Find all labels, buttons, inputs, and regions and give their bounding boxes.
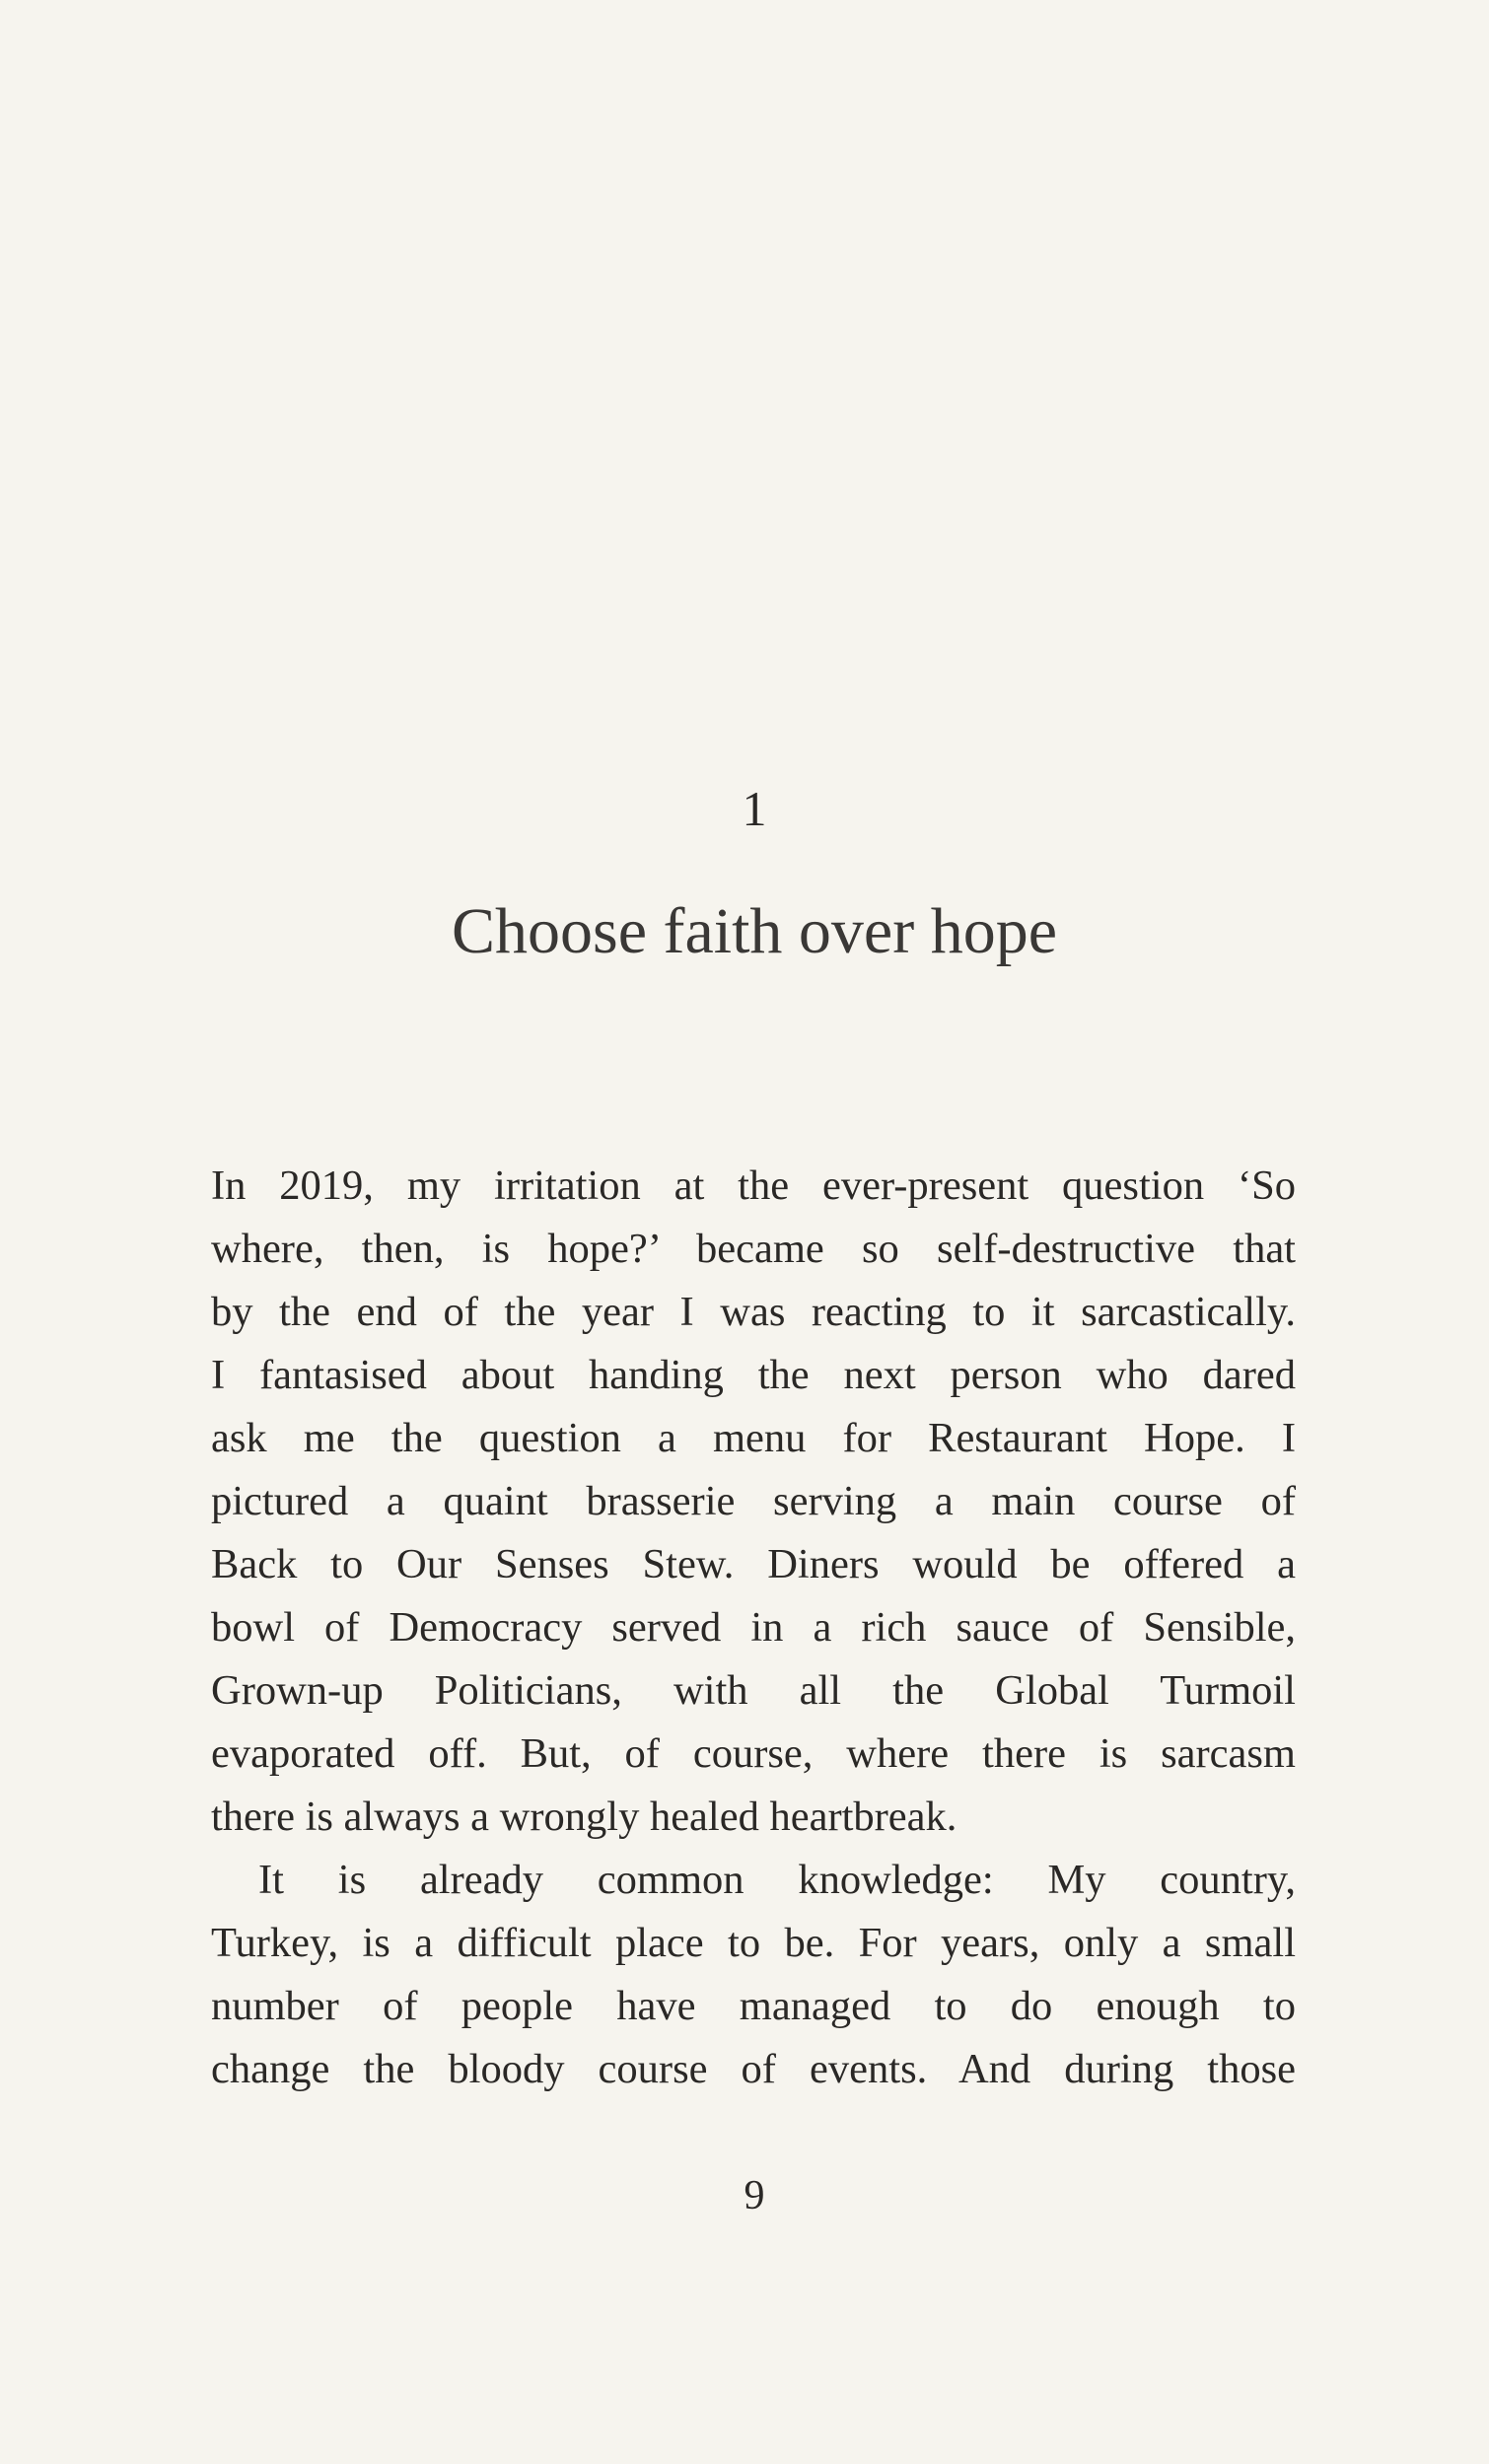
chapter-title: Choose faith over hope xyxy=(451,895,1057,967)
paragraph-2 xyxy=(211,1849,1296,2101)
text-line: change the bloody course of events. And during those xyxy=(211,2046,1296,2092)
page-number: 9 xyxy=(744,2173,765,2218)
text-line: there is always a wrongly healed heartbreak. xyxy=(211,1794,957,1840)
text-line: Turkey, is a difficult place to be. For years, only a small xyxy=(211,1920,1296,1966)
text-line: Back to Our Senses Stew. Diners would be offered a xyxy=(211,1541,1296,1587)
text-line: I fantasised about handing the next person who dared xyxy=(211,1352,1296,1398)
chapter-number: 1 xyxy=(742,781,767,836)
body-text xyxy=(211,1155,1296,2101)
text-line: Grown-up Politicians, with all the Global Turmoil xyxy=(211,1667,1296,1714)
text-line: where, then, is hope?’ became so self-destructive that xyxy=(211,1226,1296,1272)
text-line: pictured a quaint brasserie serving a main course of xyxy=(211,1478,1296,1524)
paragraph-1 xyxy=(211,1155,1296,1849)
text-line: by the end of the year I was reacting to it sarcastically. xyxy=(211,1289,1296,1335)
text-line: In 2019, my irritation at the ever-present question ‘So xyxy=(211,1162,1296,1209)
text-line: number of people have managed to do enough to xyxy=(211,1983,1296,2029)
text-line: evaporated off. But, of course, where there is sarcasm xyxy=(211,1730,1296,1777)
text-line: ask me the question a menu for Restaurant Hope. I xyxy=(211,1415,1296,1461)
text-line: bowl of Democracy served in a rich sauce of Sensible, xyxy=(211,1604,1296,1651)
text-line: It is already common knowledge: My country, xyxy=(258,1857,1296,1903)
